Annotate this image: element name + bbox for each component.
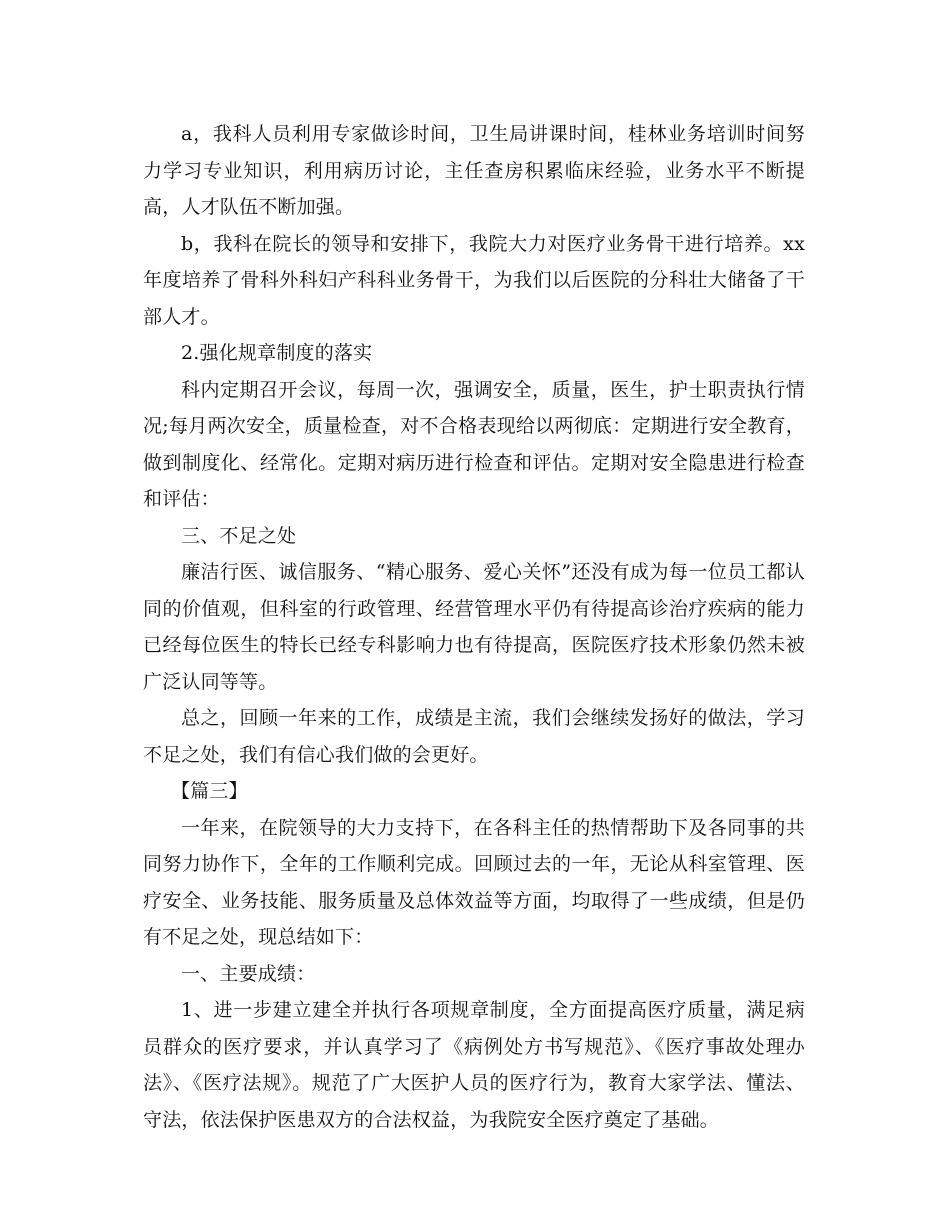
paragraph-meetings: 科内定期召开会议，每周一次，强调安全，质量，医生，护士职责执行情况;每月两次安全，质量检查，对不合格表现给以两彻底：定期进行安全教育，做到制度化、经常化。定期对病历进行检查和评估。定期对安全隐患进行检查和评估：: [143, 378, 805, 510]
paragraph-achievement-1: 1、进一步建立建全并执行各项规章制度，全方面提高医疗质量，满足病员群众的医疗要求，并认真学习了《病例处方书写规范》、《医疗事故处理办法》、《医疗法规》。规范了广大医护人员的医疗行为，教育大家学法、懂法、守法，依法保护医患双方的合法权益，为我院安全医疗奠定了基础。: [143, 999, 805, 1131]
chapter-heading-part-three: 【篇三】: [171, 780, 248, 802]
document-body: [143, 116, 805, 1138]
paragraph-a: a，我科人员利用专家做诊时间，卫生局讲课时间，桂林业务培训时间努力学习专业知识，利用病历讨论，主任查房积累临床经验，业务水平不断提高，人才队伍不断加强。: [143, 123, 805, 218]
paragraph-b: b，我科在院长的领导和安排下，我院大力对医疗业务骨干进行培养。xx年度培养了骨科外科妇产科科业务骨干，为我们以后医院的分科壮大储备了干部人才。: [143, 232, 805, 328]
paragraph-shortcomings: 廉洁行医、诚信服务、“精心服务、爱心关怀”还没有成为每一位员工都认同的价值观，但科室的行政管理、经营管理水平仍有待提高诊治疗疾病的能力已经每位医生的特长已经专科影响力也有待提高，医院医疗技术形象仍然未被广泛认同等等。: [143, 561, 805, 693]
paragraph-year-review: 一年来，在院领导的大力支持下，在各科主任的热情帮助下及各同事的共同努力协作下，全年的工作顺利完成。回顾过去的一年，无论从科室管理、医疗安全、业务技能、服务质量及总体效益等方面，均取得了一些成绩，但是仍有不足之处，现总结如下：: [143, 816, 805, 948]
paragraph-conclusion: 总之，回顾一年来的工作，成绩是主流，我们会继续发扬好的做法，学习不足之处，我们有信心我们做的会更好。: [143, 707, 805, 766]
section-heading-rules: 2.强化规章制度的落实: [181, 342, 373, 364]
section-heading-shortcomings: 三、不足之处: [181, 524, 297, 547]
section-heading-achievements: 一、主要成绩：: [181, 962, 316, 985]
